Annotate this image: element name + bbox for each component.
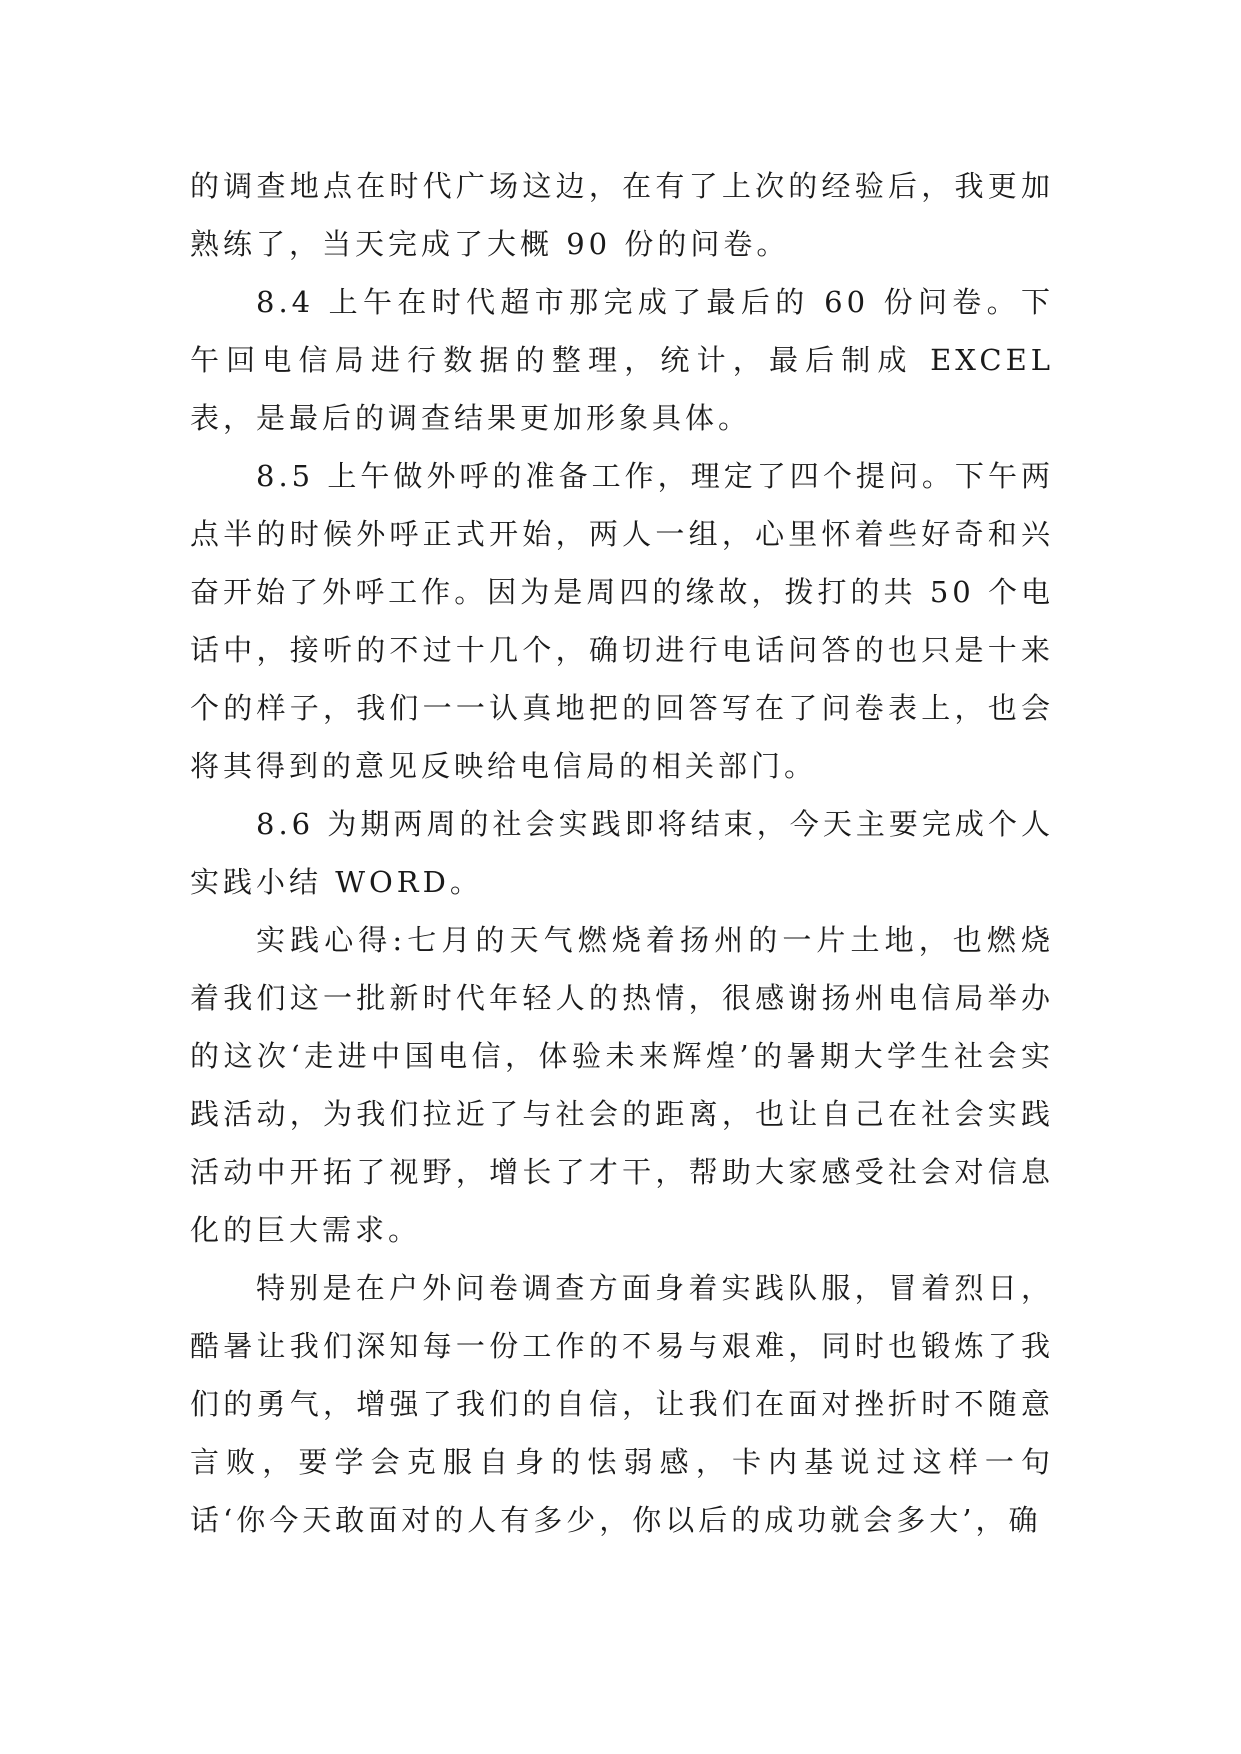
paragraph-reflection: 实践心得:七月的天气燃烧着扬州的一片土地，也燃烧着我们这一批新时代年轻人的热情，很感谢扬州电信局举办的这次‘走进中国电信，体验未来辉煌’的暑期大学生社会实践活动，为我们拉近了与社会的距离，也让自己在社会实践活动中开拓了视野，增长了才干，帮助大家感受社会对信息化的巨大需求。 [190, 923, 1054, 1247]
paragraph-aug-5: 8.5 上午做外呼的准备工作，理定了四个提问。下午两点半的时候外呼正式开始，两人一组，心里怀着些好奇和兴奋开始了外呼工作。因为是周四的缘故，拨打的共 50 个电话中，接听的不过十几个，确切进行电话问答的也只是十来个的样子，我们一一认真地把的回答写在了问卷表上，也会将其得到的意见反映给电信局的相关部门。 [190, 459, 1054, 783]
paragraph-aug-6: 8.6 为期两周的社会实践即将结束，今天主要完成个人实践小结 WORD。 [190, 807, 1054, 899]
paragraph-outdoor-survey: 特别是在户外问卷调查方面身着实践队服，冒着烈日，酷暑让我们深知每一份工作的不易与艰难，同时也锻炼了我们的勇气，增强了我们的自信，让我们在面对挫折时不随意言败，要学会克服自身的怯弱感，卡内基说过这样一句话‘你今天敢面对的人有多少，你以后的成功就会多大’，确 [190, 1271, 1054, 1537]
paragraph-continuation: 的调查地点在时代广场这边，在有了上次的经验后，我更加熟练了，当天完成了大概 90 份的问卷。 [190, 169, 1054, 261]
body-text [190, 157, 1054, 1549]
paragraph-aug-4: 8.4 上午在时代超市那完成了最后的 60 份问卷。下午回电信局进行数据的整理，统计，最后制成 EXCEL 表，是最后的调查结果更加形象具体。 [190, 285, 1054, 435]
